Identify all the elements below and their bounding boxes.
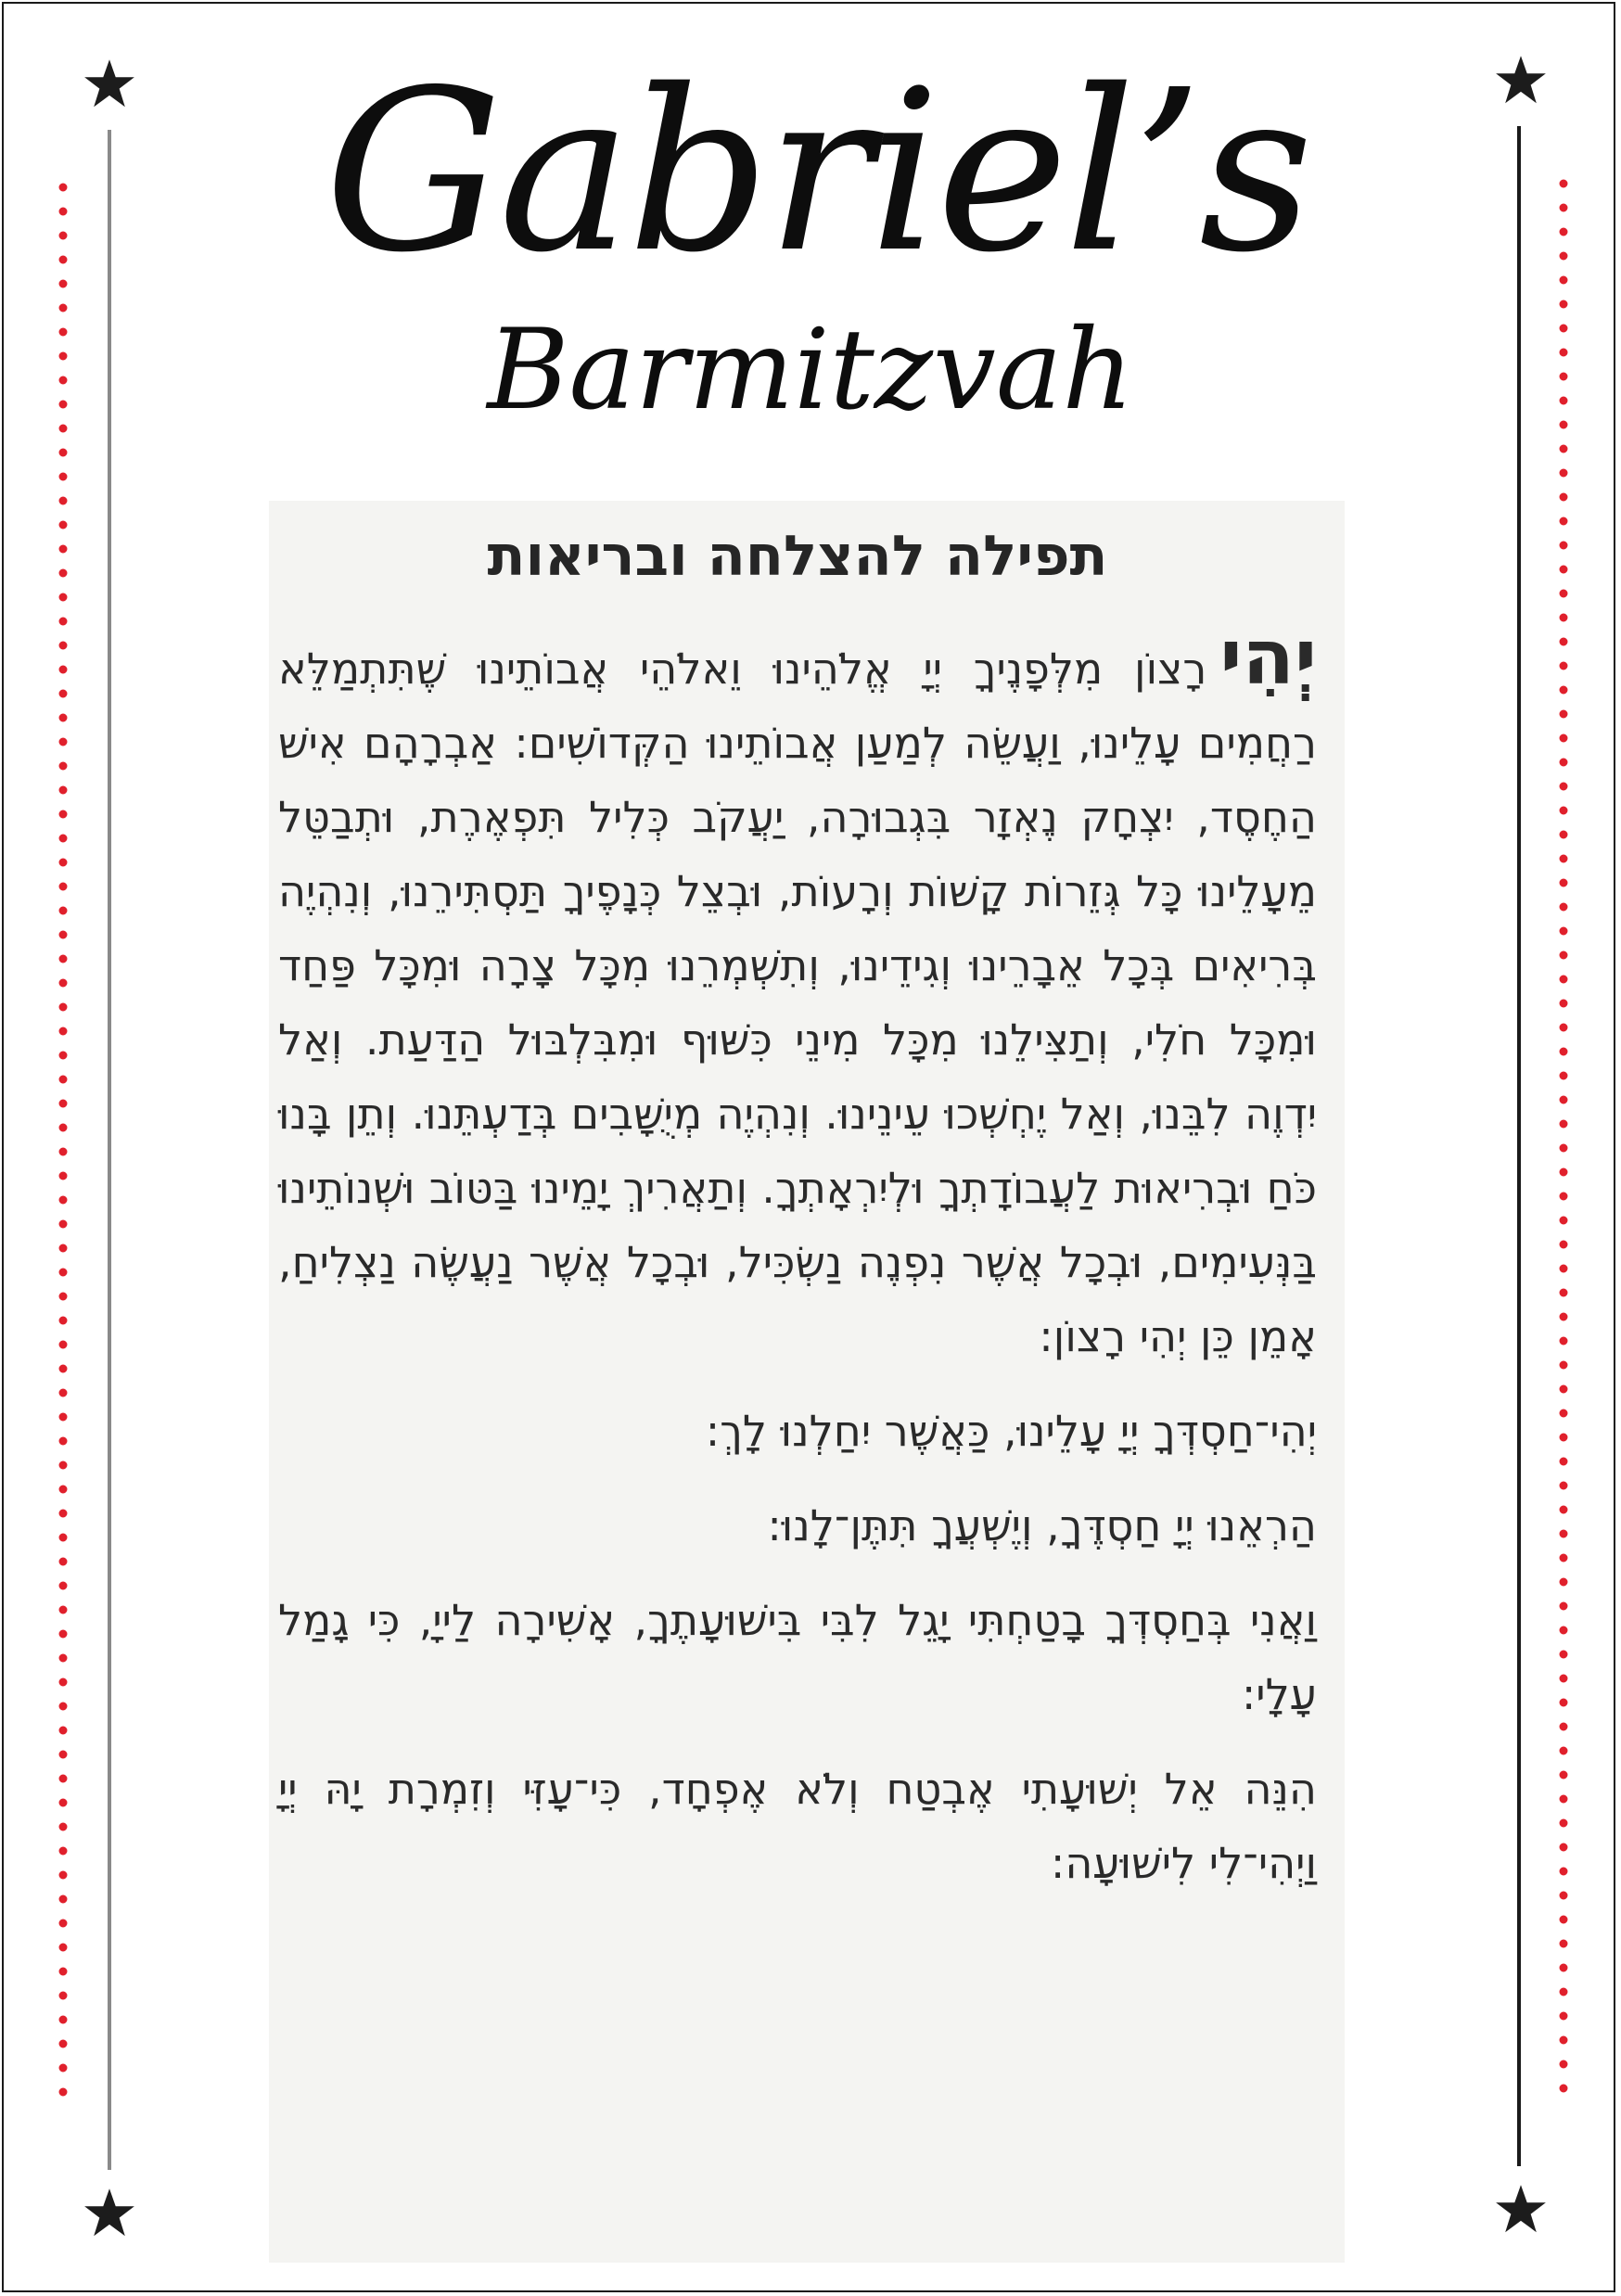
verse: וַאֲנִי בְּחַסְדְּךָ בָטַחְתִּי יָגֵל לִבִּי בִּישׁוּעָתֶךָ, אָשִׁירָה לַייָ, כִּי גָמַל עָלָי:	[278, 1595, 1317, 1719]
verse: יְהִי־חַסְדְּךָ יְיָ עָלֵינוּ, כַּאֲשֶׁר יִחַלְנוּ לָךְ:	[705, 1406, 1317, 1456]
star-icon	[1495, 54, 1547, 106]
prayer-body-text: רָצוֹן מִלְּפָנֶיךָ יְיָ אֱלֹהֵינוּ וֵאלֹהֵי אֲבוֹתֵינוּ שֶׁתִּתְמַלֵּא רַחֲמִים עָלֵינוּ, וַעֲשֵׂה לְמַעַן אֲבוֹתֵינוּ הַקְּדוֹשִׁים: אַבְרָהָם אִישׁ הַחֶסֶד, יִצְחָק נֶאְזָר בִּגְבוּרָה, יַעֲקֹב כְּלִיל תִּפְאֶרֶת, וּתְבַטֵּל מֵעָלֵינוּ כָּל גְּזֵרוֹת קָשׁוֹת וְרָעוֹת, וּבְצֵל כְּנָפֶיךָ תַּסְתִּירֵנוּ, וְנִהְיֶה בְּרִיאִים בְּכָל אֵבָרֵינוּ וְגִידֵינוּ, וְתִשְׁמְרֵנוּ מִכָּל צָרָה וּמִכָּל פַּחַד וּמִכָּל חֹלִי, וְתַצִּילֵנוּ מִכָּל מִינֵי כִּשּׁוּף וּמִבִּלְבּוּל הַדַּעַת. וְאַל יִדְוֶה לִבֵּנוּ, וְאַל יֶחְשְׁכוּ עֵינֵינוּ. וְנִהְיֶה מְיֻשָּׁבִים בְּדַעְתֵּנוּ. וְתֵן בָּנוּ כֹּחַ וּבְרִיאוּת לַעֲבוֹדָתְךָ וּלְיִרְאָתְךָ. וְתַאֲרִיךְ יָמֵינוּ בַּטּוֹב וּשְׁנוֹתֵינוּ בַּנְּעִימִים, וּבְכָל אֲשֶׁר נִפְנֶה נַשְׂכִּיל, וּבְכָל אֲשֶׁר נַעֲשֶׂה נַצְלִיחַ, אָמֵן כֵּן יְהִי רָצוֹן:	[278, 644, 1317, 1361]
prayer-paragraph	[278, 614, 1317, 1373]
prayer-title: תפילה להצלחה ובריאות	[487, 524, 1108, 589]
star-icon	[1495, 2183, 1547, 2235]
prayer-first-word: יְהִי	[1219, 614, 1317, 702]
header	[325, 37, 1310, 464]
verse: הִנֵּה אֵל יְשׁוּעָתִי אֶבְטַח וְלֹא אֶפְחָד, כִּי־עָזִּי וְזִמְרָת יָהּ יְיָ וַיְהִי־לִי לִישׁוּעָה:	[278, 1764, 1317, 1888]
left-rule	[108, 130, 111, 2170]
verse: הַרְאֵנוּ יְיָ חַסְדֶּךָ, וְיֶשְׁעֲךָ תִּתֶּן־לָנוּ:	[767, 1500, 1317, 1550]
prayer-text-block	[278, 515, 1317, 1900]
right-dotted-border	[1558, 178, 1569, 2116]
page-title: Gabriel’s	[325, 42, 1310, 301]
right-rule	[1517, 126, 1521, 2166]
star-icon	[83, 57, 135, 109]
left-dotted-border	[57, 182, 69, 2120]
page-subtitle: Barmitzvah	[487, 306, 1134, 435]
star-icon	[83, 2187, 135, 2239]
